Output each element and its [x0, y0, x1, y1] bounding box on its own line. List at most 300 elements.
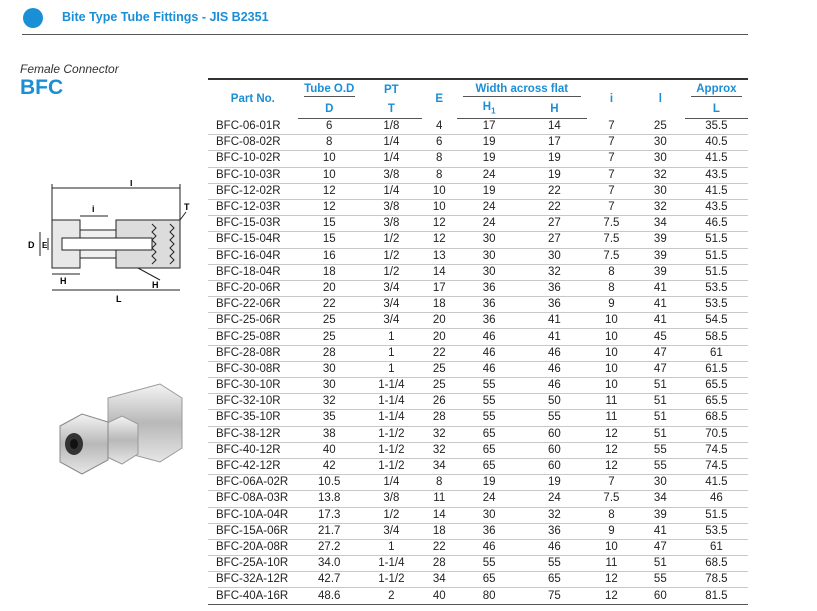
table-cell: 36 — [457, 297, 522, 313]
table-cell: 43.5 — [685, 167, 748, 183]
table-cell: 24 — [522, 491, 587, 507]
table-cell: 1/4 — [361, 475, 422, 491]
table-cell: 22 — [522, 199, 587, 215]
table-cell: 1/8 — [361, 119, 422, 135]
table-cell: 12 — [587, 588, 636, 604]
table-cell: 22 — [298, 297, 361, 313]
table-cell: 32 — [636, 167, 685, 183]
table-cell: 34.0 — [298, 556, 361, 572]
table-cell: 34 — [636, 216, 685, 232]
table-cell: 20 — [422, 329, 457, 345]
table-cell: 26 — [422, 394, 457, 410]
table-cell: 19 — [522, 167, 587, 183]
table-cell: 36 — [522, 280, 587, 296]
table-row — [208, 264, 748, 280]
part-number-cell: BFC-40-12R — [208, 442, 298, 458]
table-cell: 60 — [522, 442, 587, 458]
table-cell: 17 — [422, 280, 457, 296]
table-cell: 30 — [522, 248, 587, 264]
table-cell: 65 — [522, 572, 587, 588]
table-cell: 35.5 — [685, 119, 748, 135]
table-cell: 22 — [422, 539, 457, 555]
table-cell: 15 — [298, 216, 361, 232]
table-cell: 30 — [298, 361, 361, 377]
table-cell: 65 — [457, 458, 522, 474]
table-cell: 47 — [636, 345, 685, 361]
part-number-cell: BFC-28-08R — [208, 345, 298, 361]
table-cell: 47 — [636, 539, 685, 555]
table-cell: 1 — [361, 361, 422, 377]
table-cell: 10 — [422, 183, 457, 199]
table-row — [208, 248, 748, 264]
table-cell: 11 — [587, 410, 636, 426]
bullet-icon — [23, 8, 43, 28]
table-cell: 10.5 — [298, 475, 361, 491]
part-number-cell: BFC-20-06R — [208, 280, 298, 296]
table-cell: 51 — [636, 556, 685, 572]
table-cell: 12 — [298, 183, 361, 199]
table-cell: 68.5 — [685, 556, 748, 572]
table-cell: 25 — [422, 378, 457, 394]
table-cell: 61 — [685, 539, 748, 555]
table-cell: 14 — [422, 507, 457, 523]
table-cell: 54.5 — [685, 313, 748, 329]
product-photo — [52, 378, 192, 488]
table-cell: 19 — [457, 183, 522, 199]
table-cell: 12 — [587, 442, 636, 458]
dim-h1-label: H — [60, 276, 67, 286]
table-cell: 17 — [522, 135, 587, 151]
table-cell: 51.5 — [685, 264, 748, 280]
table-cell: 41 — [636, 297, 685, 313]
table-cell: 14 — [522, 119, 587, 135]
table-cell: 60 — [636, 588, 685, 604]
part-number-cell: BFC-06-01R — [208, 119, 298, 135]
table-cell: 1-1/4 — [361, 556, 422, 572]
part-number-cell: BFC-18-04R — [208, 264, 298, 280]
table-cell: 25 — [422, 361, 457, 377]
table-cell: 41 — [636, 313, 685, 329]
table-cell: 30 — [457, 264, 522, 280]
col-part-no: Part No. — [208, 79, 298, 119]
table-cell: 39 — [636, 232, 685, 248]
col-approx-label: Approx — [691, 83, 742, 97]
table-cell: 30 — [636, 183, 685, 199]
col-width-across-flat-label: Width across flat — [463, 83, 581, 97]
table-cell: 34 — [422, 572, 457, 588]
table-cell: 51.5 — [685, 507, 748, 523]
table-cell: 46 — [457, 539, 522, 555]
table-cell: 22 — [522, 183, 587, 199]
table-row — [208, 119, 748, 135]
table-cell: 9 — [587, 523, 636, 539]
table-cell: 25 — [298, 329, 361, 345]
table-cell: 30 — [457, 232, 522, 248]
table-cell: 39 — [636, 507, 685, 523]
table-cell: 55 — [457, 410, 522, 426]
table-cell: 11 — [587, 394, 636, 410]
table-cell: 40 — [298, 442, 361, 458]
part-number-cell: BFC-12-02R — [208, 183, 298, 199]
table-cell: 36 — [457, 523, 522, 539]
table-cell: 3/8 — [361, 167, 422, 183]
table-row — [208, 410, 748, 426]
table-row — [208, 151, 748, 167]
table-cell: 39 — [636, 248, 685, 264]
table-cell: 8 — [587, 264, 636, 280]
table-cell: 24 — [457, 199, 522, 215]
table-cell: 41 — [636, 523, 685, 539]
table-cell: 41 — [522, 329, 587, 345]
table-cell: 55 — [636, 572, 685, 588]
table-cell: 36 — [522, 297, 587, 313]
table-cell: 12 — [587, 426, 636, 442]
table-cell: 36 — [457, 313, 522, 329]
spec-table — [208, 78, 748, 605]
table-cell: 65 — [457, 572, 522, 588]
table-cell: 3/8 — [361, 216, 422, 232]
table-cell: 7.5 — [587, 491, 636, 507]
table-cell: 10 — [587, 361, 636, 377]
table-cell: 13.8 — [298, 491, 361, 507]
table-cell: 32 — [522, 264, 587, 280]
part-number-cell: BFC-10-02R — [208, 151, 298, 167]
col-d: D — [298, 99, 361, 119]
part-number-cell: BFC-16-04R — [208, 248, 298, 264]
table-cell: 25 — [636, 119, 685, 135]
part-number-cell: BFC-12-03R — [208, 199, 298, 215]
table-cell: 28 — [422, 556, 457, 572]
col-h1 — [457, 99, 522, 119]
part-number-cell: BFC-10A-04R — [208, 507, 298, 523]
col-i: i — [587, 79, 636, 119]
table-row — [208, 199, 748, 215]
table-cell: 36 — [522, 523, 587, 539]
table-cell: 65.5 — [685, 394, 748, 410]
table-cell: 55 — [457, 378, 522, 394]
table-cell: 2 — [361, 588, 422, 604]
table-cell: 13 — [422, 248, 457, 264]
table-cell: 3/8 — [361, 199, 422, 215]
fitting-diagram — [20, 180, 200, 310]
part-number-cell: BFC-30-08R — [208, 361, 298, 377]
table-cell: 1 — [361, 329, 422, 345]
table-cell: 10 — [298, 151, 361, 167]
table-cell: 34 — [636, 491, 685, 507]
table-cell: 51 — [636, 394, 685, 410]
table-cell: 30 — [636, 475, 685, 491]
table-cell: 8 — [587, 507, 636, 523]
part-number-cell: BFC-38-12R — [208, 426, 298, 442]
table-cell: 41.5 — [685, 151, 748, 167]
table-row — [208, 458, 748, 474]
table-cell: 10 — [587, 329, 636, 345]
table-row — [208, 491, 748, 507]
table-row — [208, 329, 748, 345]
part-number-cell: BFC-10-03R — [208, 167, 298, 183]
table-cell: 40 — [422, 588, 457, 604]
table-cell: 18 — [422, 523, 457, 539]
part-number-cell: BFC-25A-10R — [208, 556, 298, 572]
col-tube-od — [298, 79, 361, 99]
table-cell: 32 — [636, 199, 685, 215]
table-cell: 7.5 — [587, 216, 636, 232]
table-row — [208, 475, 748, 491]
table-cell: 55 — [457, 556, 522, 572]
table-cell: 7 — [587, 183, 636, 199]
table-cell: 19 — [522, 151, 587, 167]
table-cell: 3/4 — [361, 523, 422, 539]
table-cell: 10 — [587, 345, 636, 361]
table-cell: 12 — [587, 458, 636, 474]
table-cell: 30 — [298, 378, 361, 394]
dim-L-label: L — [116, 294, 122, 304]
table-cell: 65 — [457, 442, 522, 458]
table-cell: 12 — [422, 216, 457, 232]
col-h1-sub: 1 — [491, 106, 496, 116]
table-cell: 11 — [422, 491, 457, 507]
table-cell: 41 — [522, 313, 587, 329]
table-cell: 61 — [685, 345, 748, 361]
table-cell: 60 — [522, 426, 587, 442]
table-row — [208, 572, 748, 588]
table-row — [208, 280, 748, 296]
table-cell: 3/8 — [361, 491, 422, 507]
table-cell: 12 — [298, 199, 361, 215]
table-cell: 58.5 — [685, 329, 748, 345]
table-row — [208, 394, 748, 410]
table-cell: 32 — [522, 507, 587, 523]
table-row — [208, 556, 748, 572]
dim-d-label: D — [28, 240, 35, 250]
table-cell: 24 — [457, 167, 522, 183]
col-width-across-flat — [457, 79, 587, 99]
table-cell: 3/4 — [361, 313, 422, 329]
table-cell: 1/2 — [361, 507, 422, 523]
table-cell: 46.5 — [685, 216, 748, 232]
part-number-cell: BFC-25-06R — [208, 313, 298, 329]
table-cell: 30 — [457, 507, 522, 523]
table-cell: 30 — [636, 135, 685, 151]
table-cell: 7 — [587, 475, 636, 491]
table-cell: 19 — [522, 475, 587, 491]
table-cell: 16 — [298, 248, 361, 264]
table-cell: 53.5 — [685, 297, 748, 313]
table-cell: 65.5 — [685, 378, 748, 394]
table-cell: 1/2 — [361, 248, 422, 264]
part-number-cell: BFC-32-10R — [208, 394, 298, 410]
table-cell: 30 — [457, 248, 522, 264]
table-cell: 7 — [587, 151, 636, 167]
table-cell: 55 — [522, 556, 587, 572]
table-cell: 75 — [522, 588, 587, 604]
table-cell: 51.5 — [685, 232, 748, 248]
table-row — [208, 588, 748, 604]
table-row — [208, 232, 748, 248]
table-cell: 25 — [298, 313, 361, 329]
table-cell: 55 — [457, 394, 522, 410]
table-cell: 36 — [457, 280, 522, 296]
part-number-cell: BFC-30-10R — [208, 378, 298, 394]
table-cell: 11 — [587, 556, 636, 572]
part-number-cell: BFC-25-08R — [208, 329, 298, 345]
col-e: E — [422, 79, 457, 119]
table-body — [208, 119, 748, 605]
table-cell: 1-1/2 — [361, 442, 422, 458]
table-cell: 53.5 — [685, 280, 748, 296]
col-L: L — [685, 99, 748, 119]
table-cell: 7.5 — [587, 248, 636, 264]
table-cell: 12 — [587, 572, 636, 588]
table-cell: 8 — [422, 151, 457, 167]
table-cell: 7.5 — [587, 232, 636, 248]
table-cell: 46 — [457, 361, 522, 377]
table-cell: 27.2 — [298, 539, 361, 555]
table-cell: 9 — [587, 297, 636, 313]
table-cell: 10 — [587, 539, 636, 555]
part-number-cell: BFC-15-03R — [208, 216, 298, 232]
table-cell: 8 — [298, 135, 361, 151]
table-cell: 3/4 — [361, 297, 422, 313]
table-cell: 46 — [522, 345, 587, 361]
table-cell: 61.5 — [685, 361, 748, 377]
table-cell: 46 — [457, 345, 522, 361]
table-cell: 17 — [457, 119, 522, 135]
table-cell: 78.5 — [685, 572, 748, 588]
table-cell: 41 — [636, 280, 685, 296]
table-cell: 10 — [587, 313, 636, 329]
part-number-cell: BFC-20A-08R — [208, 539, 298, 555]
dim-l-label: l — [130, 180, 133, 188]
table-cell: 10 — [587, 378, 636, 394]
page-header — [0, 0, 817, 40]
table-cell: 46 — [522, 539, 587, 555]
product-subtitle: Female Connector — [20, 62, 119, 76]
table-row — [208, 297, 748, 313]
table-cell: 34 — [422, 458, 457, 474]
table-cell: 1-1/4 — [361, 394, 422, 410]
table-cell: 12 — [422, 232, 457, 248]
table-cell: 7 — [587, 119, 636, 135]
part-number-cell: BFC-06A-02R — [208, 475, 298, 491]
table-cell: 32 — [298, 394, 361, 410]
part-number-cell: BFC-22-06R — [208, 297, 298, 313]
table-cell: 10 — [422, 199, 457, 215]
col-approx — [685, 79, 748, 99]
table-cell: 51 — [636, 378, 685, 394]
part-number-cell: BFC-08A-03R — [208, 491, 298, 507]
table-cell: 43.5 — [685, 199, 748, 215]
table-cell: 28 — [422, 410, 457, 426]
table-cell: 19 — [457, 475, 522, 491]
table-cell: 1-1/2 — [361, 572, 422, 588]
header-divider — [22, 34, 748, 35]
col-t: T — [361, 99, 422, 119]
table-cell: 15 — [298, 232, 361, 248]
table-cell: 1 — [361, 539, 422, 555]
table-cell: 1/4 — [361, 183, 422, 199]
table-cell: 74.5 — [685, 442, 748, 458]
col-l: l — [636, 79, 685, 119]
table-row — [208, 167, 748, 183]
table-cell: 1/4 — [361, 135, 422, 151]
dim-i-label: i — [92, 204, 95, 214]
col-tube-od-label: Tube O.D — [304, 82, 355, 95]
table-cell: 41.5 — [685, 183, 748, 199]
table-cell: 8 — [422, 475, 457, 491]
table-row — [208, 313, 748, 329]
part-number-cell: BFC-15-04R — [208, 232, 298, 248]
table-cell: 55 — [522, 410, 587, 426]
table-cell: 45 — [636, 329, 685, 345]
table-cell: 46 — [457, 329, 522, 345]
table-row — [208, 361, 748, 377]
table-cell: 24 — [457, 491, 522, 507]
table-cell: 28 — [298, 345, 361, 361]
table-cell: 21.7 — [298, 523, 361, 539]
table-cell: 7 — [587, 135, 636, 151]
table-cell: 60 — [522, 458, 587, 474]
table-cell: 51 — [636, 426, 685, 442]
table-cell: 14 — [422, 264, 457, 280]
table-cell: 81.5 — [685, 588, 748, 604]
table-row — [208, 507, 748, 523]
part-number-cell: BFC-08-02R — [208, 135, 298, 151]
table-cell: 19 — [457, 135, 522, 151]
dim-e-label: E — [42, 241, 48, 250]
table-cell: 30 — [636, 151, 685, 167]
table-row — [208, 135, 748, 151]
table-cell: 38 — [298, 426, 361, 442]
table-row — [208, 378, 748, 394]
table-cell: 32 — [422, 426, 457, 442]
table-row — [208, 539, 748, 555]
table-cell: 20 — [298, 280, 361, 296]
table-cell: 39 — [636, 264, 685, 280]
table-cell: 1-1/4 — [361, 410, 422, 426]
table-cell: 24 — [457, 216, 522, 232]
col-h1-label: H — [482, 101, 492, 114]
page-title: Bite Type Tube Fittings - JIS B2351 — [62, 10, 269, 24]
part-number-cell: BFC-35-10R — [208, 410, 298, 426]
dim-t-label: T — [184, 202, 190, 212]
table-cell: 50 — [522, 394, 587, 410]
col-h: H — [522, 99, 587, 119]
table-cell: 1-1/4 — [361, 378, 422, 394]
table-cell: 65 — [457, 426, 522, 442]
table-cell: 47 — [636, 361, 685, 377]
table-row — [208, 183, 748, 199]
table-cell: 40.5 — [685, 135, 748, 151]
table-cell: 6 — [422, 135, 457, 151]
table-cell: 18 — [298, 264, 361, 280]
table-cell: 17.3 — [298, 507, 361, 523]
table-cell: 27 — [522, 216, 587, 232]
table-row — [208, 523, 748, 539]
table-cell: 35 — [298, 410, 361, 426]
table-cell: 1-1/2 — [361, 458, 422, 474]
table-cell: 7 — [587, 167, 636, 183]
table-cell: 1/2 — [361, 264, 422, 280]
table-cell: 46 — [685, 491, 748, 507]
table-cell: 70.5 — [685, 426, 748, 442]
table-cell: 46 — [522, 378, 587, 394]
table-cell: 41.5 — [685, 475, 748, 491]
table-cell: 51.5 — [685, 248, 748, 264]
table-row — [208, 345, 748, 361]
table-cell: 19 — [457, 151, 522, 167]
table-cell: 1/2 — [361, 232, 422, 248]
